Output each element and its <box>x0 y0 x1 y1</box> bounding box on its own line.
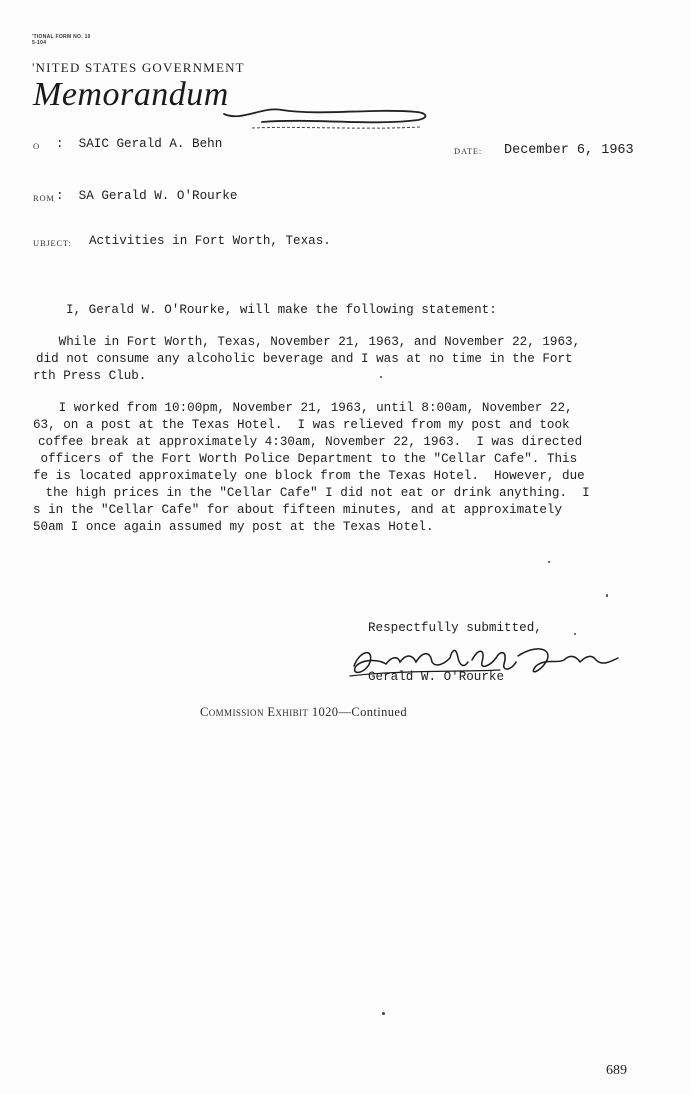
paragraph-2-line-5: fe is located approximately one block from the Texas Hotel. However, due <box>33 469 585 483</box>
to-value: : SAIC Gerald A. Behn <box>56 137 223 151</box>
paragraph-2-line-6: the high prices in the "Cellar Cafe" I did not eat or drink anything. I <box>38 486 590 500</box>
paragraph-1-line-1: While in Fort Worth, Texas, November 21, 1963, and November 22, 1963, <box>36 335 581 349</box>
paragraph-2-line-3: coffee break at approximately 4:30am, November 22, 1963. I was directed <box>38 435 583 449</box>
scan-speck <box>574 633 576 635</box>
exhibit-number: 1020 <box>311 705 339 719</box>
subject-label: UBJECT: <box>33 238 72 248</box>
statement-intro: I, Gerald W. O'Rourke, will make the following statement: <box>66 303 497 317</box>
from-label: ROM <box>33 193 55 203</box>
closing-salutation: Respectfully submitted, <box>368 621 542 635</box>
paragraph-2-line-2: 63, on a post at the Texas Hotel. I was relieved from my post and took <box>33 418 570 432</box>
paragraph-2-line-4: officers of the Fort Worth Police Department to the "Cellar Cafe". This <box>33 452 578 466</box>
date-label: DATE: <box>454 146 483 156</box>
scan-speck <box>382 1012 385 1015</box>
scan-speck <box>606 594 608 597</box>
paragraph-1-line-2: did not consume any alcoholic beverage and I was at no time in the Fort <box>36 352 573 366</box>
page-number: 689 <box>606 1063 627 1078</box>
paragraph-2-line-8: 50am I once again assumed my post at the Texas Hotel. <box>33 520 434 534</box>
handwritten-signature <box>340 636 630 696</box>
form-number-line-2: 5-104 <box>32 40 47 46</box>
scan-speck <box>548 561 550 563</box>
memorandum-underline-swash <box>222 96 432 136</box>
paragraph-2-line-7: s in the "Cellar Cafe" for about fifteen minutes, and at approximately <box>33 503 563 517</box>
government-heading: 'NITED STATES GOVERNMENT <box>32 60 245 75</box>
commission-exhibit-caption <box>200 705 407 720</box>
form-number-line-1: 'TIONAL FORM NO. 10 <box>32 34 91 40</box>
memorandum-title: Memorandum <box>33 76 229 113</box>
date-value: December 6, 1963 <box>504 143 634 158</box>
paragraph-2-line-1: I worked from 10:00pm, November 21, 1963, until 8:00am, November 22, <box>36 401 573 415</box>
exhibit-commission-text: Commission Exhibit <box>200 705 309 719</box>
to-label: O <box>33 141 40 151</box>
form-number <box>32 34 91 46</box>
scan-speck <box>380 376 382 378</box>
subject-value: Activities in Fort Worth, Texas. <box>89 234 331 248</box>
signature-name: Gerald W. O'Rourke <box>368 670 505 684</box>
exhibit-suffix: —Continued <box>338 705 408 719</box>
from-value: : SA Gerald W. O'Rourke <box>56 189 238 203</box>
paragraph-1-line-3: rth Press Club. <box>33 369 147 383</box>
